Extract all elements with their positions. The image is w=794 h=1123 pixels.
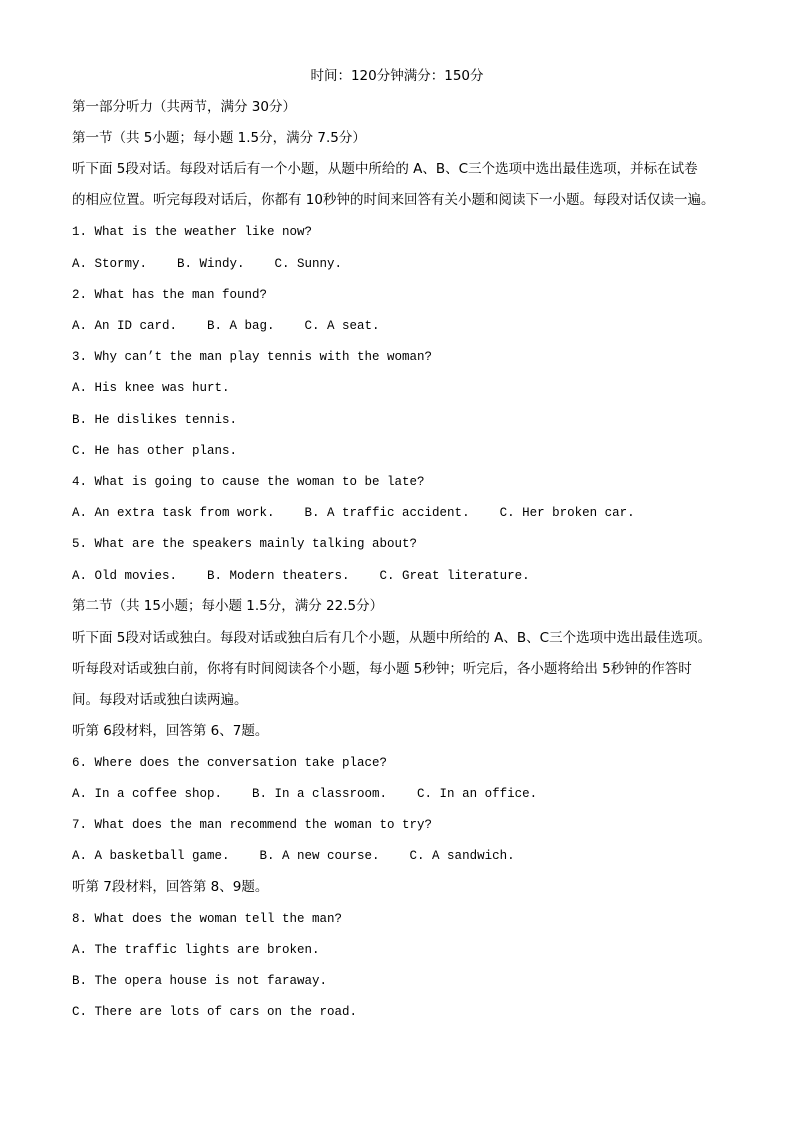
section1-instruction-line-1: 听下面 5段对话。每段对话后有一个小题，从题中所给的 A、B、C三个选项中选出最佳选项，并标在试卷 <box>72 161 698 177</box>
exam-header-time-score: 时间：120分钟满分：150分 <box>310 68 484 84</box>
question-1: 1. What is the weather like now? <box>72 225 313 239</box>
question-6-options: A. In a coffee shop. B. In a classroom. C. In an office. <box>72 787 538 801</box>
question-8: 8. What does the woman tell the man? <box>72 912 343 926</box>
question-4: 4. What is going to cause the woman to be late? <box>72 475 425 489</box>
material-7-note: 听第 7段材料，回答第 8、9题。 <box>72 879 269 895</box>
question-1-options: A. Stormy. B. Windy. C. Sunny. <box>72 257 343 271</box>
section1-instruction-line-2: 的相应位置。听完每段对话后，你都有 10秒钟的时间来回答有关小题和阅读下一小题。每段对话仅读一遍。 <box>72 192 715 208</box>
section2-instruction-line-1: 听下面 5段对话或独白。每段对话或独白后有几个小题，从题中所给的 A、B、C三个选项中选出最佳选项。 <box>72 630 712 646</box>
question-2: 2. What has the man found? <box>72 288 268 302</box>
question-5-options: A. Old movies. B. Modern theaters. C. Great literature. <box>72 569 530 583</box>
question-3-option-c: C. He has other plans. <box>72 444 238 458</box>
question-7: 7. What does the man recommend the woman to try? <box>72 818 433 832</box>
question-3-option-b: B. He dislikes tennis. <box>72 413 238 427</box>
material-6-note: 听第 6段材料，回答第 6、7题。 <box>72 723 269 739</box>
part1-heading: 第一部分听力（共两节，满分 30分） <box>72 99 296 115</box>
section1-heading: 第一节（共 5小题；每小题 1.5分，满分 7.5分） <box>72 130 366 146</box>
section2-heading: 第二节（共 15小题；每小题 1.5分，满分 22.5分） <box>72 598 384 614</box>
question-4-options: A. An extra task from work. B. A traffic accident. C. Her broken car. <box>72 506 635 520</box>
question-5: 5. What are the speakers mainly talking about? <box>72 537 418 551</box>
section2-instruction-line-2: 听每段对话或独白前，你将有时间阅读各个小题，每小题 5秒钟；听完后，各小题将给出 5秒钟的作答时 <box>72 661 692 677</box>
question-2-options: A. An ID card. B. A bag. C. A seat. <box>72 319 380 333</box>
question-7-options: A. A basketball game. B. A new course. C. A sandwich. <box>72 849 515 863</box>
question-6: 6. Where does the conversation take place? <box>72 756 388 770</box>
question-8-option-a: A. The traffic lights are broken. <box>72 943 320 957</box>
question-8-option-b: B. The opera house is not faraway. <box>72 974 328 988</box>
question-3-option-a: A. His knee was hurt. <box>72 381 230 395</box>
question-8-option-c: C. There are lots of cars on the road. <box>72 1005 358 1019</box>
section2-instruction-line-3: 间。每段对话或独白读两遍。 <box>72 692 248 708</box>
question-3: 3. Why can’t the man play tennis with the woman? <box>72 350 433 364</box>
